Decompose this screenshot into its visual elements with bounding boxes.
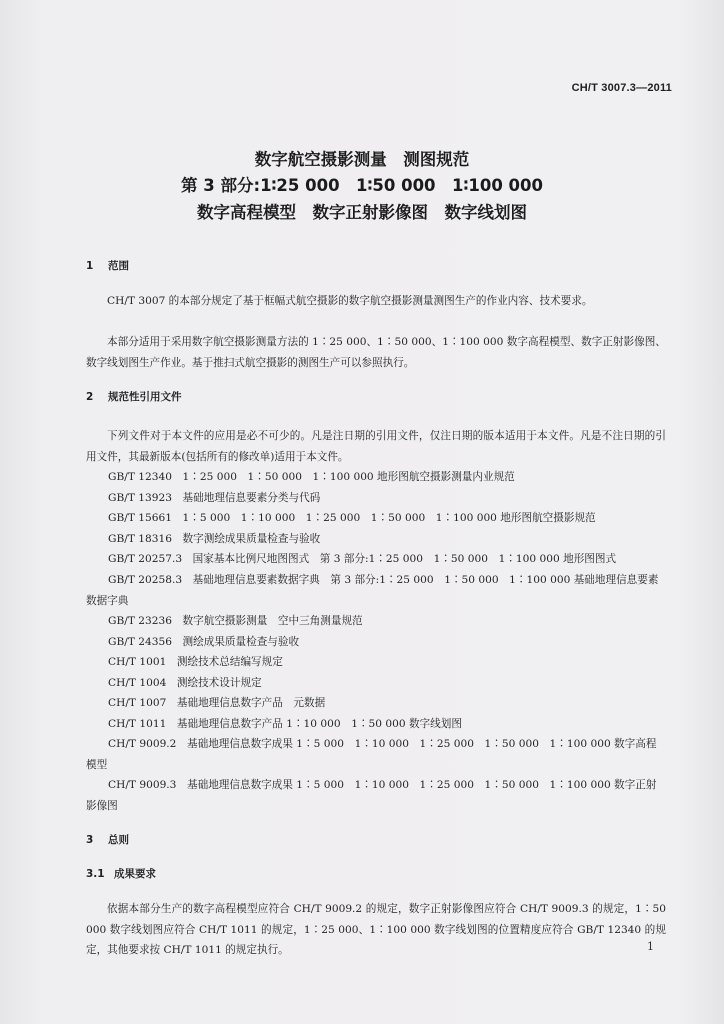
- reference-item: CH/T 1001 测绘技术总结编写规定: [108, 656, 283, 668]
- section-number: 3: [86, 834, 94, 846]
- document-title-line-3: 数字高程模型 数字正射影像图 数字线划图: [197, 203, 527, 222]
- section-number: 1: [86, 260, 94, 272]
- subsection-3-1-paragraph: 依据本部分生产的数字高程模型应符合 CH/T 9009.2 的规定，数字正射影像图应符合 CH/T 9009.3 的规定，1∶50 000 数字线划图应符合 CH/T 1011 的规定，1∶25 000、1∶100 000 数字线划图的位置精度应符合 GB/T 12340 的规定，其他要求按 CH/T 1011 的规定执行。: [86, 903, 666, 956]
- section-3-heading: [86, 832, 129, 847]
- reference-item: CH/T 1004 测绘技术设计规定: [108, 677, 262, 689]
- subsection-3-1-heading: [86, 866, 156, 881]
- section-title: 规范性引用文件: [108, 391, 182, 403]
- section-2-heading: [86, 389, 182, 404]
- reference-item: GB/T 13923 基础地理信息要素分类与代码: [108, 492, 321, 504]
- section-1-paragraph-2: 本部分适用于采用数字航空摄影测量方法的 1∶25 000、1∶50 000、1∶100 000 数字高程模型、数字正射影像图、数字线划图生产作业。基于推扫式航空摄影的测图生产可以参照执行。: [86, 336, 666, 369]
- reference-item: GB/T 18316 数字测绘成果质量检查与验收: [108, 533, 321, 545]
- reference-item: GB/T 20258.3 基础地理信息要素数据字典 第 3 部分:1∶25 000 1∶50 000 1∶100 000 基础地理信息要素数据字典: [86, 574, 659, 607]
- section-number: 2: [86, 391, 94, 403]
- section-title: 范围: [108, 260, 129, 272]
- subsection-title: 成果要求: [114, 868, 156, 880]
- reference-item: GB/T 12340 1∶25 000 1∶50 000 1∶100 000 地形图航空摄影测量内业规范: [108, 471, 515, 483]
- reference-item: CH/T 9009.3 基础地理信息数字成果 1∶5 000 1∶10 000 1∶25 000 1∶50 000 1∶100 000 数字正射影像图: [86, 779, 657, 812]
- document-title-line-2: 第 3 部分:1∶25 000 1∶50 000 1∶100 000: [181, 176, 543, 195]
- reference-item: GB/T 23236 数字航空摄影测量 空中三角测量规范: [108, 615, 363, 627]
- section-2-intro: 下列文件对于本文件的应用是必不可少的。凡是注日期的引用文件，仅注日期的版本适用于本文件。凡是不注日期的引用文件，其最新版本(包括所有的修改单)适用于本文件。: [86, 430, 666, 463]
- reference-item: GB/T 20257.3 国家基本比例尺地图图式 第 3 部分:1∶25 000 1∶50 000 1∶100 000 地形图图式: [108, 553, 617, 565]
- subsection-number: 3.1: [86, 868, 105, 880]
- reference-item: CH/T 1007 基础地理信息数字产品 元数据: [108, 697, 326, 709]
- reference-item: CH/T 1011 基础地理信息数字产品 1∶10 000 1∶50 000 数字线划图: [108, 718, 462, 730]
- section-1-paragraph-1: CH/T 3007 的本部分规定了基于框幅式航空摄影的数字航空摄影测量测图生产的作业内容、技术要求。: [107, 295, 593, 307]
- reference-item: GB/T 24356 测绘成果质量检查与验收: [108, 636, 300, 648]
- reference-item: CH/T 9009.2 基础地理信息数字成果 1∶5 000 1∶10 000 1∶25 000 1∶50 000 1∶100 000 数字高程模型: [86, 738, 657, 771]
- reference-item: GB/T 15661 1∶5 000 1∶10 000 1∶25 000 1∶50 000 1∶100 000 地形图航空摄影规范: [108, 512, 596, 524]
- document-title-line-1: 数字航空摄影测量 测图规范: [254, 150, 470, 169]
- section-1-heading: [86, 258, 129, 273]
- standard-code: CH/T 3007.3—2011: [571, 82, 672, 94]
- page-number: 1: [647, 940, 654, 953]
- section-title: 总则: [108, 834, 129, 846]
